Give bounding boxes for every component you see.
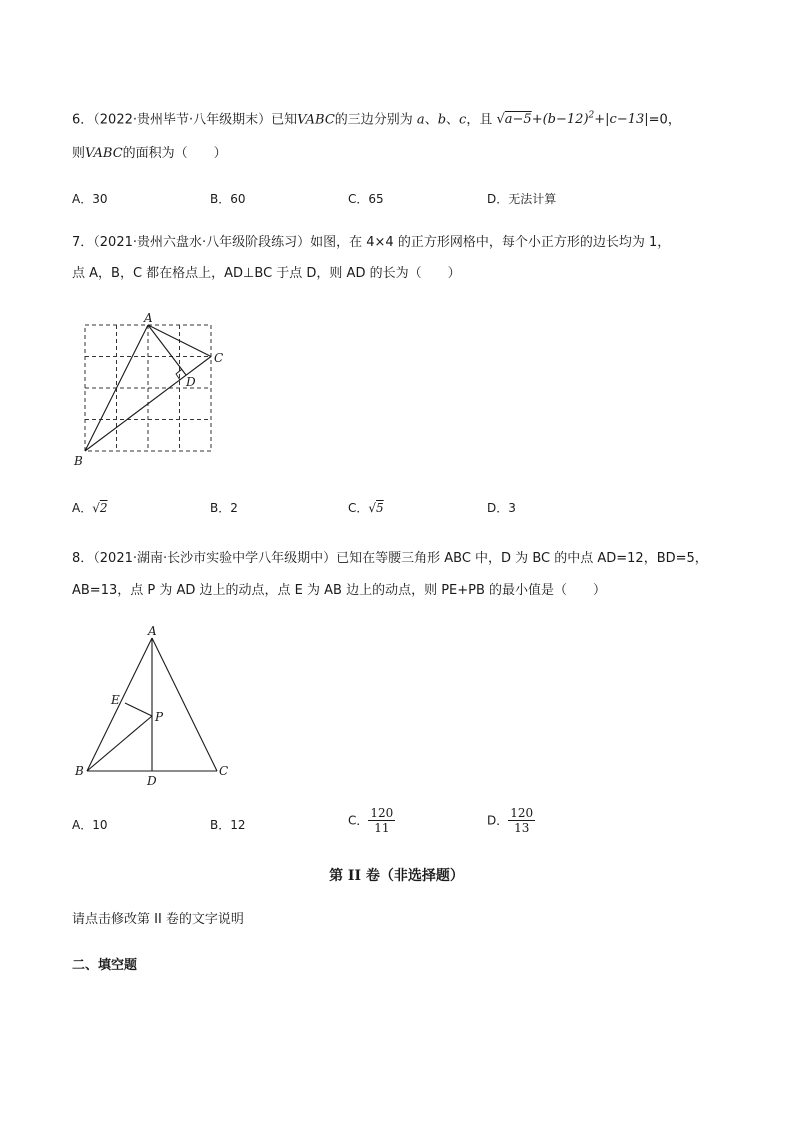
q8-line2: AB=13，点 P 为 AD 边上的动点，点 E 为 AB 边上的动点，则 PE+PB 的最小值是（ ） <box>72 583 607 598</box>
q6-paren: (b−12) <box>542 112 589 128</box>
q6-var-b: b <box>437 112 447 128</box>
q8-option-b[interactable] <box>210 817 246 833</box>
q7-label-d: D <box>186 375 196 389</box>
q6-mid: 的三边分别为 <box>334 112 413 128</box>
q6-sep2: 、 <box>446 112 460 128</box>
q7-option-c-prefix: C． <box>348 501 369 515</box>
q7-label-b: B <box>74 454 83 468</box>
q6-line2-suffix: 的面积为（ ） <box>122 146 227 161</box>
q7-option-c[interactable] <box>348 500 384 516</box>
q7-option-c-radical: 5 <box>376 501 384 515</box>
q8-option-d-fraction <box>508 806 535 835</box>
q6-sep1: 、 <box>424 112 438 128</box>
q8-triangle <box>87 638 217 771</box>
sqrt-icon: √ <box>368 501 377 515</box>
q8-option-d-num: 120 <box>510 806 534 820</box>
q8-figure <box>70 620 240 790</box>
q8-option-d[interactable] <box>487 806 535 835</box>
q7-label-a: A <box>144 311 153 325</box>
part2-heading: 二、填空题 <box>72 958 138 973</box>
q8-label-c: C <box>219 764 229 778</box>
q8-option-c-fraction <box>368 806 395 835</box>
q6-var-a: a <box>416 112 425 128</box>
q8-option-c[interactable] <box>348 806 395 835</box>
q8-label-e: E <box>111 693 120 707</box>
q8-option-d-den: 13 <box>514 821 530 835</box>
sqrt-icon: √ <box>92 501 100 515</box>
part2-note[interactable]: 请点击修改第 II 卷的文字说明 <box>72 912 244 927</box>
q6-formula: $√a-5+(b-12)^2+|c-13|$ <box>496 111 649 128</box>
q8-label-p: P <box>155 710 164 724</box>
q8-label-b: B <box>75 764 84 778</box>
q6-sup: 2 <box>588 111 595 121</box>
q7-option-a[interactable] <box>72 500 108 516</box>
q8-option-a-value: 10 <box>92 818 108 832</box>
q8-label-d: D <box>147 774 157 788</box>
q6-line2-tri: VABC <box>85 146 123 161</box>
q6-prefix: 6．（2022·贵州毕节·八年级期末）已知 <box>72 112 298 128</box>
q6-option-c[interactable]: C．65 <box>348 192 384 206</box>
q6-line2-prefix: 则 <box>72 146 86 161</box>
q7-option-b-prefix: B． <box>210 501 231 515</box>
q6-option-b[interactable]: B．60 <box>210 192 246 206</box>
q6-option-a[interactable]: A．30 <box>72 192 108 206</box>
q6-triangle: VABC <box>297 112 335 128</box>
q7-option-d-prefix: D． <box>487 501 509 515</box>
q7-figure <box>70 308 230 468</box>
q6-line1 <box>72 108 681 128</box>
q8-option-b-prefix: B． <box>210 818 231 832</box>
q7-option-b-value: 2 <box>230 501 238 515</box>
q6-option-d[interactable]: D．无法计算 <box>487 192 557 206</box>
q6-plus1: + <box>531 112 543 128</box>
q8-option-c-prefix: C． <box>348 813 369 828</box>
q8-option-c-den: 11 <box>374 821 390 835</box>
q7-option-a-radical: 2 <box>99 501 108 515</box>
q8-option-d-prefix: D． <box>487 813 509 828</box>
q7-line2: 点 A，B，C 都在格点上，AD⊥BC 于点 D，则 AD 的长为（ ） <box>72 266 461 281</box>
q8-option-b-value: 12 <box>230 818 246 832</box>
q6-eq: =0， <box>648 112 681 128</box>
q6-comma: ，且 <box>466 112 493 128</box>
q8-option-a[interactable] <box>72 817 108 833</box>
q8-label-a: A <box>148 624 157 638</box>
q7-option-b[interactable] <box>210 500 238 516</box>
q8-option-c-num: 120 <box>370 806 394 820</box>
part2-title: 第 II 卷（非选择题） <box>329 868 464 884</box>
q6-var-c: c <box>459 112 467 128</box>
q6-abs-body: c−13 <box>609 112 645 128</box>
q7-option-a-prefix: A． <box>72 501 93 515</box>
q6-sqrt-body: a−5 <box>504 112 532 128</box>
q7-option-d-value: 3 <box>508 501 516 515</box>
q6-plus2: + <box>594 112 606 128</box>
q8-line1: 8．（2021·湖南·长沙市实验中学八年级期中）已知在等腰三角形 ABC 中，D 为 BC 的中点 AD=12，BD=5， <box>72 551 708 566</box>
q7-option-d[interactable] <box>487 500 516 516</box>
q6-line2 <box>72 146 227 162</box>
q8-option-a-prefix: A． <box>72 818 93 832</box>
q7-line1: 7．（2021·贵州六盘水·八年级阶段练习）如图，在 4×4 的正方形网格中，每个小正方形的边长均为 1， <box>72 235 671 250</box>
q7-label-c: C <box>214 351 224 365</box>
